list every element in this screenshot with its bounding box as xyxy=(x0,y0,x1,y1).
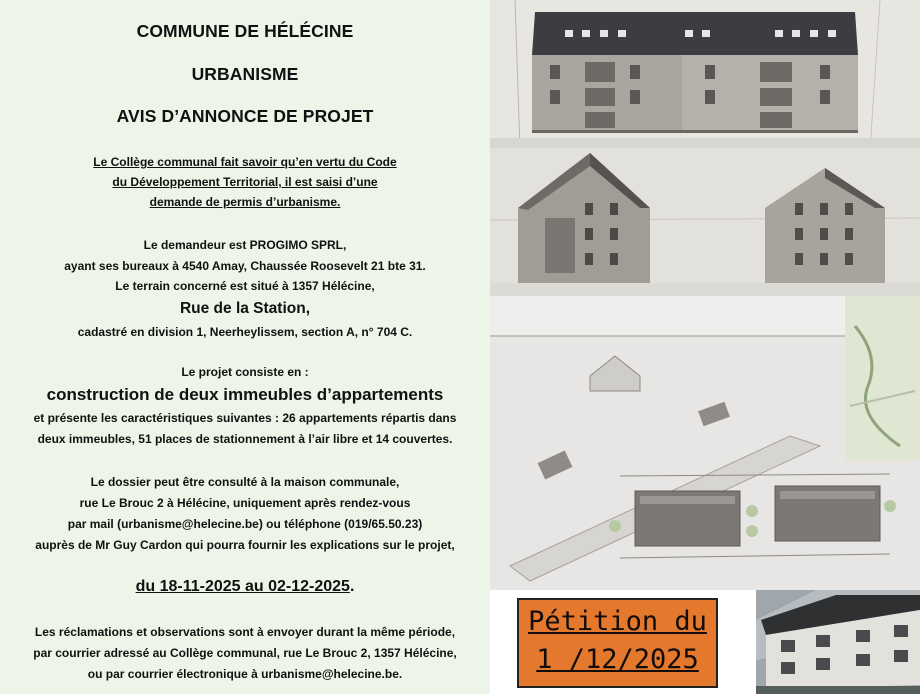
building-photo xyxy=(756,590,920,694)
inquiry-period xyxy=(0,578,490,596)
inquiry-period-end: . xyxy=(349,578,355,595)
street-name: Rue de la Station, xyxy=(179,300,311,317)
intro-line: Le Collège communal fait savoir qu’en vertu du Code xyxy=(93,155,397,169)
complaints-line: Les réclamations et observations sont à envoyer durant la même période, xyxy=(34,625,456,639)
site-plan-photo xyxy=(490,296,920,590)
intro-line: demande de permis d’urbanisme. xyxy=(149,195,341,209)
consultation-line: auprès de Mr Guy Cardon qui pourra fournir les explications sur le projet, xyxy=(35,538,455,552)
intro-line: du Développement Territorial, il est saisi d’une xyxy=(112,175,378,189)
applicant-line: Le demandeur est PROGIMO SPRL, xyxy=(143,238,347,252)
applicant-line: Le terrain concerné est situé à 1357 Hélécine, xyxy=(115,279,375,293)
consultation-line: rue Le Brouc 2 à Hélécine, uniquement après rendez-vous xyxy=(79,496,411,510)
characteristics-line: deux immeubles, 51 places de stationnement à l’air libre et 14 couvertes. xyxy=(37,432,453,446)
applicant-line: ayant ses bureaux à 4540 Amay, Chaussée Roosevelt 21 bte 31. xyxy=(64,259,426,273)
elevation-side-photo xyxy=(490,148,920,298)
commune-title: COMMUNE DE HÉLÉCINE xyxy=(136,21,354,41)
characteristics-line: et présente les caractéristiques suivantes : 26 appartements répartis dans xyxy=(33,411,457,425)
complaints-line: par courrier adressé au Collège communal, rue Le Brouc 2, 1357 Hélécine, xyxy=(33,646,457,660)
project-description: construction de deux immeubles d’appartements xyxy=(46,385,444,404)
consultation-line: Le dossier peut être consulté à la maison communale, xyxy=(90,475,400,489)
consultation-line: par mail (urbanisme@helecine.be) ou téléphone (019/65.50.23) xyxy=(67,517,423,531)
petition-label xyxy=(517,598,718,688)
project-intro: Le projet consiste en : xyxy=(181,365,309,379)
petition-title: Pétition du xyxy=(528,606,707,637)
notice-title: AVIS D’ANNONCE DE PROJET xyxy=(116,106,374,126)
department-title: URBANISME xyxy=(191,64,299,84)
inquiry-period-dates: du 18-11-2025 au 02-12-2025 xyxy=(135,578,350,595)
complaints-line: ou par courrier électronique à urbanisme@helecine.be. xyxy=(87,667,403,681)
petition-date: 1 /12/2025 xyxy=(536,644,699,675)
elevation-front-photo xyxy=(490,0,920,150)
cadastre-line: cadastré en division 1, Neerheylissem, section A, n° 704 C. xyxy=(77,325,413,339)
